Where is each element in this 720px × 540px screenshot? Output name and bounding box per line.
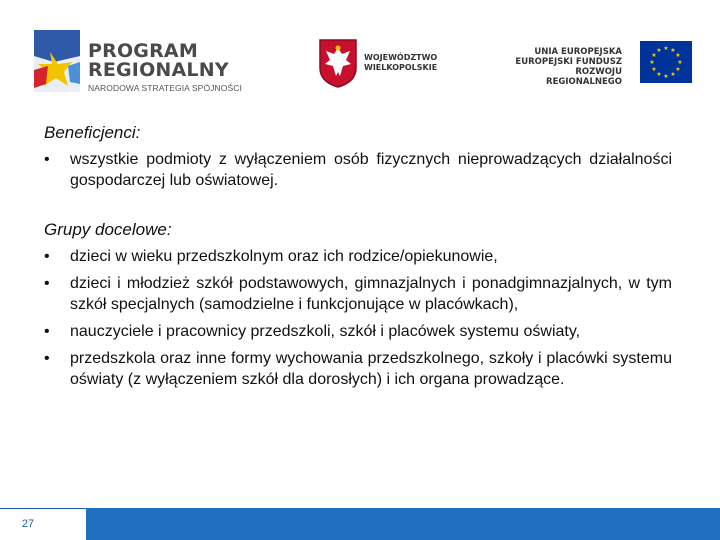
wojewodztwo-label: WOJEWÓDZTWO <box>364 53 438 62</box>
list-item: • dzieci i młodzież szkół podstawowych, gimnazjalnych i ponadgimnazjalnych, w tym szkół specjalnych (samodzielne i funkcjonujące w placówkach), <box>44 273 672 315</box>
svg-text:★: ★ <box>663 45 669 52</box>
strategy-label: NARODOWA STRATEGIA SPÓJNOŚCI <box>88 83 242 93</box>
svg-text:★: ★ <box>651 66 657 73</box>
eu-line2: EUROPEJSKI FUNDUSZ <box>515 57 622 67</box>
list-item: • wszystkie podmioty z wyłączeniem osób fizycznych nieprowadzących działalności gospodarczej lub oświatowej. <box>44 149 672 191</box>
eagle-shield-icon <box>318 38 358 88</box>
beneficjenci-heading: Beneficjenci: <box>44 123 141 142</box>
beneficjenci-list <box>44 149 672 191</box>
list-item: • przedszkola oraz inne formy wychowania przedszkolnego, szkoły i placówki systemu oświaty (z wyłączeniem szkół dla dorosłych) i ich organa prowadzące. <box>44 348 672 390</box>
wielkopolskie-label: WIELKOPOLSKIE <box>364 63 438 72</box>
eu-logo <box>498 38 698 88</box>
footer <box>0 508 720 540</box>
svg-text:★: ★ <box>656 47 662 54</box>
svg-text:★: ★ <box>670 47 676 54</box>
beneficjenci-section <box>44 122 672 191</box>
svg-text:★: ★ <box>675 52 681 59</box>
regionalny-label: REGIONALNY <box>88 59 229 81</box>
svg-text:★: ★ <box>670 71 676 78</box>
grupy-docelowe-section <box>44 219 672 390</box>
program-label: PROGRAM <box>88 40 198 62</box>
svg-text:★: ★ <box>651 52 657 59</box>
svg-text:★: ★ <box>663 73 669 80</box>
eu-line1: UNIA EUROPEJSKA <box>534 47 622 57</box>
footer-bar <box>86 508 720 540</box>
svg-text:★: ★ <box>677 59 683 66</box>
eu-flag-icon <box>640 41 692 83</box>
list-item: • nauczyciele i pracownicy przedszkoli, szkół i placówek systemu oświaty, <box>44 321 672 342</box>
svg-text:★: ★ <box>675 66 681 73</box>
program-regionalny-emblem-icon <box>28 26 86 98</box>
page-number: 27 <box>21 518 35 530</box>
svg-text:★: ★ <box>649 59 655 66</box>
grupy-docelowe-heading: Grupy docelowe: <box>44 220 172 239</box>
wielkopolskie-logo <box>318 38 458 88</box>
svg-text:★: ★ <box>656 71 662 78</box>
eu-line3: ROZWOJU REGIONALNEGO <box>546 67 622 87</box>
slide-content <box>44 122 672 390</box>
page-number-box <box>0 508 86 540</box>
program-regionalny-logo <box>28 26 258 98</box>
grupy-docelowe-list <box>44 246 672 390</box>
list-item: • dzieci w wieku przedszkolnym oraz ich rodzice/opiekunowie, <box>44 246 672 267</box>
logo-bar <box>0 0 720 110</box>
